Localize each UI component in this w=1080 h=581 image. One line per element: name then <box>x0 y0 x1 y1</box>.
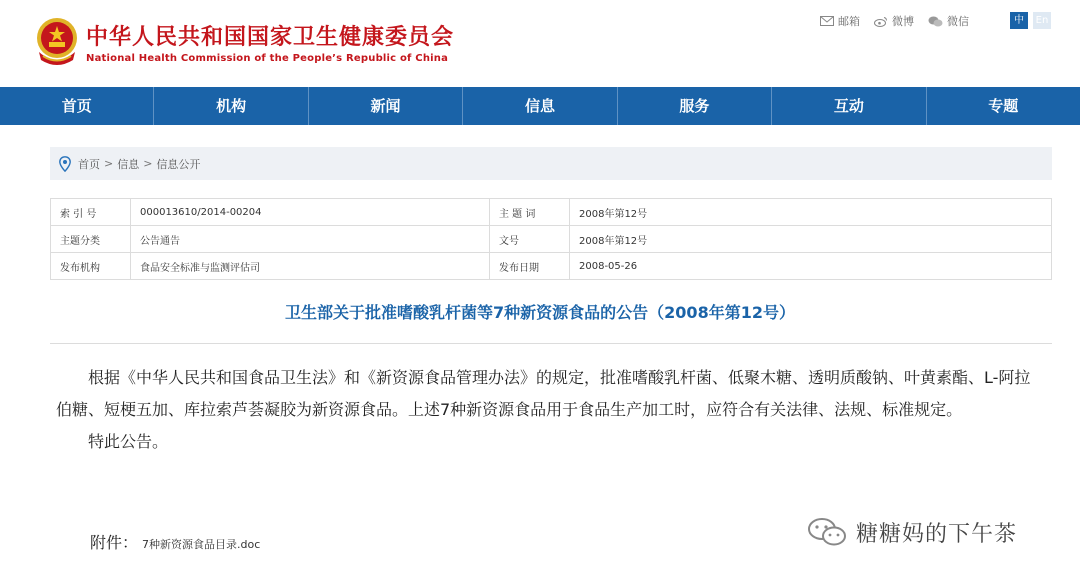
main-nav <box>0 87 1080 125</box>
nav-item-interaction[interactable]: 互动 <box>772 87 926 125</box>
meta-key-index-number: 索 引 号 <box>51 199 131 226</box>
breadcrumb-information[interactable]: 信息 <box>117 157 140 171</box>
weibo-link[interactable] <box>874 13 914 29</box>
location-pin-icon <box>59 156 71 172</box>
wechat-link-label: 微信 <box>947 15 969 28</box>
lang-english-button[interactable]: En <box>1033 12 1051 29</box>
site-header <box>0 0 1080 87</box>
breadcrumb-home[interactable]: 首页 <box>78 157 100 171</box>
article-body <box>56 362 1046 458</box>
table-row <box>51 253 1052 280</box>
national-emblem-icon <box>33 16 81 68</box>
nav-item-organization[interactable]: 机构 <box>154 87 308 125</box>
breadcrumb-separator: > <box>143 157 153 170</box>
nav-item-information[interactable]: 信息 <box>463 87 617 125</box>
breadcrumb-separator: > <box>104 157 114 170</box>
document-metadata-table <box>50 198 1052 280</box>
meta-value-publish-date: 2008-05-26 <box>570 253 1052 280</box>
nav-item-home[interactable]: 首页 <box>0 87 154 125</box>
meta-value-publisher: 食品安全标准与监测评估司 <box>131 253 490 280</box>
meta-key-publisher: 发布机构 <box>51 253 131 280</box>
meta-key-doc-number: 文号 <box>490 226 570 253</box>
watermark <box>806 515 1017 549</box>
attachment-file-link[interactable]: 7种新资源食品目录.doc <box>142 538 261 551</box>
nav-item-services[interactable]: 服务 <box>618 87 772 125</box>
meta-key-publish-date: 发布日期 <box>490 253 570 280</box>
article-title: 卫生部关于批准嗜酸乳杆菌等7种新资源食品的公告（2008年第12号） <box>285 303 795 322</box>
meta-key-keywords: 主 题 词 <box>490 199 570 226</box>
top-links <box>820 13 969 29</box>
meta-value-keywords: 2008年第12号 <box>570 199 1052 226</box>
meta-value-doc-number: 2008年第12号 <box>570 226 1052 253</box>
breadcrumb-public-info[interactable]: 信息公开 <box>156 157 201 171</box>
meta-key-category: 主题分类 <box>51 226 131 253</box>
wechat-official-account-icon <box>806 515 850 549</box>
watermark-text: 糖糖妈的下午茶 <box>856 521 1018 547</box>
breadcrumb <box>50 147 1052 180</box>
mail-link-label: 邮箱 <box>838 15 860 28</box>
meta-value-category: 公告通告 <box>131 226 490 253</box>
divider <box>50 343 1052 344</box>
mail-icon <box>820 16 834 26</box>
site-title-english: National Health Commission of the People’s Republic of China <box>86 53 449 64</box>
site-title: 中华人民共和国国家卫生健康委员会 <box>86 25 455 50</box>
article-paragraph: 根据《中华人民共和国食品卫生法》和《新资源食品管理办法》的规定，批准嗜酸乳杆菌、低聚木糖、透明质酸钠、叶黄素酯、L-阿拉伯糖、短梗五加、库拉索芦荟凝胶为新资源食品。上述7种新资源食品用于食品生产加工时，应符合有关法律、法规、标准规定。 <box>56 368 1031 419</box>
wechat-link[interactable] <box>928 13 969 29</box>
nav-item-news[interactable]: 新闻 <box>309 87 463 125</box>
nav-item-topics[interactable]: 专题 <box>988 97 1019 115</box>
lang-chinese-button[interactable]: 中 <box>1010 12 1028 29</box>
weibo-link-label: 微博 <box>892 15 914 28</box>
attachment <box>90 530 260 553</box>
attachment-label: 附件： <box>90 533 139 552</box>
weibo-icon <box>874 16 888 27</box>
wechat-icon <box>928 16 943 27</box>
table-row <box>51 226 1052 253</box>
article-closing: 特此公告。 <box>88 432 169 451</box>
table-row <box>51 199 1052 226</box>
mail-link[interactable] <box>820 13 860 29</box>
meta-value-index-number: 000013610/2014-00204 <box>131 199 490 226</box>
language-switch <box>1010 12 1051 29</box>
